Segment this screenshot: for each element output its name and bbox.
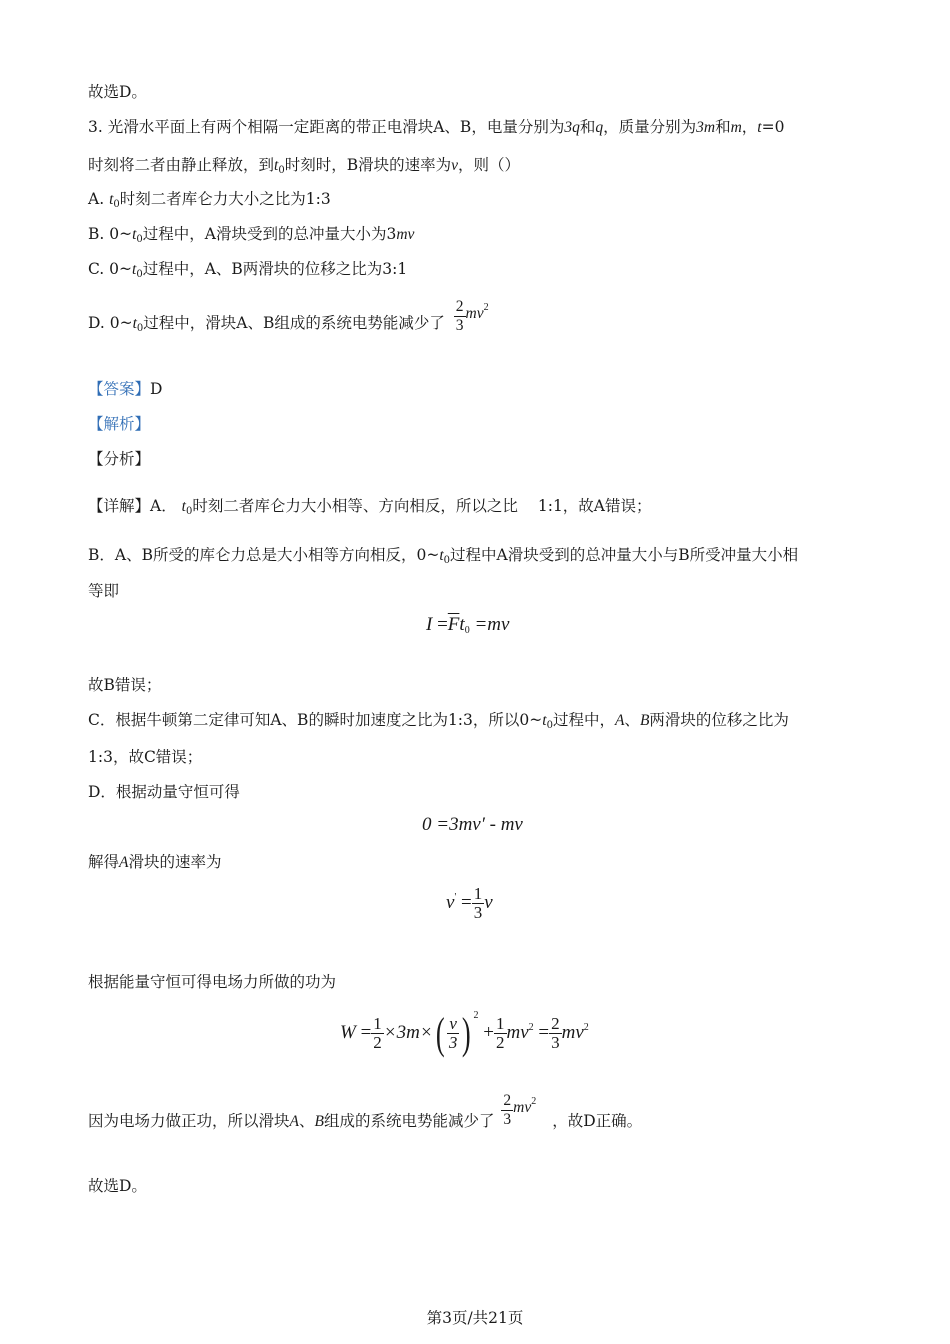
fraction-numerator: 1 [496, 1014, 505, 1034]
detail-text: 时刻二者库仑力大小相等、方向相反，所以之比 [192, 497, 518, 515]
detail-label: 【详解】 [88, 497, 151, 515]
operator: = [432, 614, 448, 635]
symbol-I: I [426, 614, 433, 635]
subscript: 0 [113, 199, 120, 210]
detail-d-line-4 [88, 1091, 643, 1142]
detail-text: B．A、B所受的库仑力总是大小相等方向相反，0~ [88, 546, 440, 564]
detail-a [88, 496, 652, 522]
equation-impulse [426, 614, 509, 636]
equation-work [340, 1010, 589, 1056]
energy-mv: mv [506, 1022, 529, 1043]
separator: 、 [298, 1112, 315, 1130]
option-label: C. 0~ [88, 260, 133, 278]
superscript: 2 [528, 1022, 534, 1033]
detail-text: ，故D正确。 [552, 1112, 643, 1130]
option-b [88, 224, 414, 250]
symbol-t: t [459, 614, 465, 635]
right-paren: ) [461, 1008, 471, 1058]
energy-mv: mv [513, 1099, 532, 1116]
detail-text: 解得 [88, 853, 120, 871]
detail-c-line-1 [88, 710, 789, 736]
mass-3m: 3m [696, 119, 716, 136]
time-t0: t [181, 498, 186, 515]
question-stem-line-1 [88, 117, 784, 138]
fraction-denominator: 2 [373, 1033, 382, 1053]
option-label: D. 0~ [88, 314, 133, 332]
symbol-v: v [446, 891, 455, 913]
energy-mv: mv [465, 305, 484, 322]
stem-text: 时刻将二者由静止释放，到 [88, 156, 275, 174]
symbol-A: A [614, 712, 625, 729]
stem-text: 和 [579, 118, 596, 136]
final-conclusion: 故选D。 [88, 1177, 147, 1195]
detail-text: 过程中， [552, 711, 615, 729]
stem-text: 时刻时，B滑块的速率为 [284, 156, 452, 174]
stem-text: 和 [715, 118, 731, 136]
option-c [88, 259, 407, 285]
operator: = [456, 891, 472, 913]
question-number: 3. [88, 118, 103, 136]
time-t0: t [274, 157, 279, 174]
fraction [501, 1092, 513, 1129]
operator: + [478, 1022, 494, 1043]
superscript: 2 [583, 1022, 589, 1033]
fraction-numerator: 2 [551, 1014, 560, 1034]
detail-text: 因为电场力做正功，所以滑块 [88, 1112, 290, 1130]
option-text: 过程中，滑块A、B组成的系统电势能减少了 [143, 314, 445, 332]
subscript: 0 [136, 269, 143, 280]
detail-d-line-3: 根据能量守恒可得电场力所做的功为 [88, 973, 337, 991]
equation-velocity [446, 885, 493, 922]
analysis-label: 【解析】 [88, 415, 151, 433]
time-t0: t [132, 315, 137, 332]
stem-text: 光滑水平面上有两个相隔一定距离的带正电滑块A、B，电量分别为 [107, 118, 565, 136]
option-text: 过程中，A滑块受到的总冲量大小为3 [142, 225, 397, 243]
symbol-v: v [484, 891, 493, 913]
time-t0: t [439, 547, 444, 564]
symbol-F-bar: $\overline{F}$ [447, 614, 460, 635]
detail-text: 1:1，故A错误； [537, 497, 652, 515]
stem-text: ， [741, 118, 758, 136]
fraction-denominator: 3 [503, 1110, 512, 1128]
symbol-B: B [639, 712, 650, 729]
fraction [472, 885, 485, 922]
mass-m: m [730, 119, 742, 136]
option-a [88, 189, 331, 215]
fraction-numerator: 2 [455, 297, 464, 315]
time-t0: t [109, 191, 114, 208]
fraction-numerator: 2 [503, 1091, 512, 1109]
equation-rhs: =mv [469, 614, 510, 635]
detail-d-line-2 [88, 852, 222, 873]
time-t: t [757, 119, 762, 136]
option-d [88, 298, 489, 349]
fraction-numerator: 1 [473, 884, 483, 903]
detail-text: 滑块的速率为 [128, 853, 222, 871]
fraction [371, 1015, 384, 1052]
equation-term: ×3m× [383, 1022, 433, 1043]
option-text: 过程中，A、B两滑块的位移之比为3:1 [142, 260, 408, 278]
subscript: 0 [464, 625, 470, 636]
operator: = [533, 1022, 550, 1043]
time-t0: t [132, 226, 137, 243]
detail-b-conclusion: 故B错误； [88, 676, 162, 694]
subscript: 0 [443, 555, 451, 566]
question-stem-line-2 [88, 155, 520, 181]
answer-value: D [150, 380, 163, 398]
symbol-A: A [289, 1113, 299, 1130]
time-t0: t [542, 712, 547, 729]
previous-conclusion: 故选D。 [88, 83, 147, 101]
superscript: 2 [531, 1096, 537, 1107]
time-t0: t [132, 261, 137, 278]
detail-c-line-2: 1:3，故C错误； [88, 748, 203, 766]
option-text: 时刻二者库仑力大小之比为1:3 [119, 190, 331, 208]
fraction [494, 1015, 507, 1052]
detail-text: 过程中A滑块受到的总冲量大小与B所受冲量大小相 [450, 546, 799, 564]
fraction-denominator: 3 [455, 316, 464, 334]
subscript: 0 [136, 323, 144, 334]
fraction-denominator: 2 [496, 1033, 505, 1053]
operator: = [355, 1022, 372, 1043]
detail-text: 两滑块的位移之比为 [649, 711, 789, 729]
energy-mv: mv [561, 1022, 584, 1043]
subscript: 0 [185, 506, 193, 517]
subscript: 0 [136, 234, 143, 245]
momentum-mv: mv [396, 226, 415, 243]
answer-line [88, 379, 162, 399]
stem-text: =0 [761, 118, 785, 136]
left-paren: ( [435, 1008, 445, 1058]
fraction-denominator: 3 [448, 1033, 458, 1053]
fraction [454, 298, 466, 335]
fenxi-label: 【分析】 [88, 450, 151, 468]
option-label: B. 0~ [88, 225, 133, 243]
answer-label: 【答案】 [88, 380, 151, 398]
stem-text: ，则（） [458, 156, 521, 174]
speed-v: v [451, 157, 458, 174]
subscript: 0 [278, 165, 285, 176]
symbol-W: W [340, 1022, 356, 1043]
fraction-numerator: v [449, 1014, 457, 1034]
symbol-A: A [119, 854, 129, 871]
fraction-denominator: 3 [551, 1033, 560, 1053]
fraction-denominator: 3 [473, 903, 483, 922]
equation-momentum: 0 =3mv′ - mv [422, 814, 523, 835]
detail-text: C．根据牛顿第二定律可知A、B的瞬时加速度之比为1:3，所以0~ [88, 711, 543, 729]
fraction [447, 1015, 459, 1052]
subscript: 0 [546, 720, 553, 731]
detail-b-line-1 [88, 545, 798, 571]
detail-d-line-1: D．根据动量守恒可得 [88, 783, 240, 801]
detail-b-line-2: 等即 [88, 582, 120, 600]
symbol-B: B [314, 1113, 324, 1130]
page-footer: 第3页/共21页 [426, 1309, 524, 1327]
fraction-numerator: 1 [373, 1014, 382, 1034]
fraction [549, 1015, 562, 1052]
prime: ' [454, 891, 457, 903]
detail-text: 组成的系统电势能减少了 [323, 1112, 495, 1130]
detail-text: A． [150, 497, 177, 515]
charge-3q: 3q [564, 119, 580, 136]
separator: 、 [624, 711, 640, 729]
superscript: 2 [483, 302, 489, 313]
stem-text: ，质量分别为 [603, 118, 697, 136]
option-label: A. [88, 190, 105, 208]
superscript: 2 [473, 1010, 479, 1021]
charge-q: q [595, 119, 604, 136]
